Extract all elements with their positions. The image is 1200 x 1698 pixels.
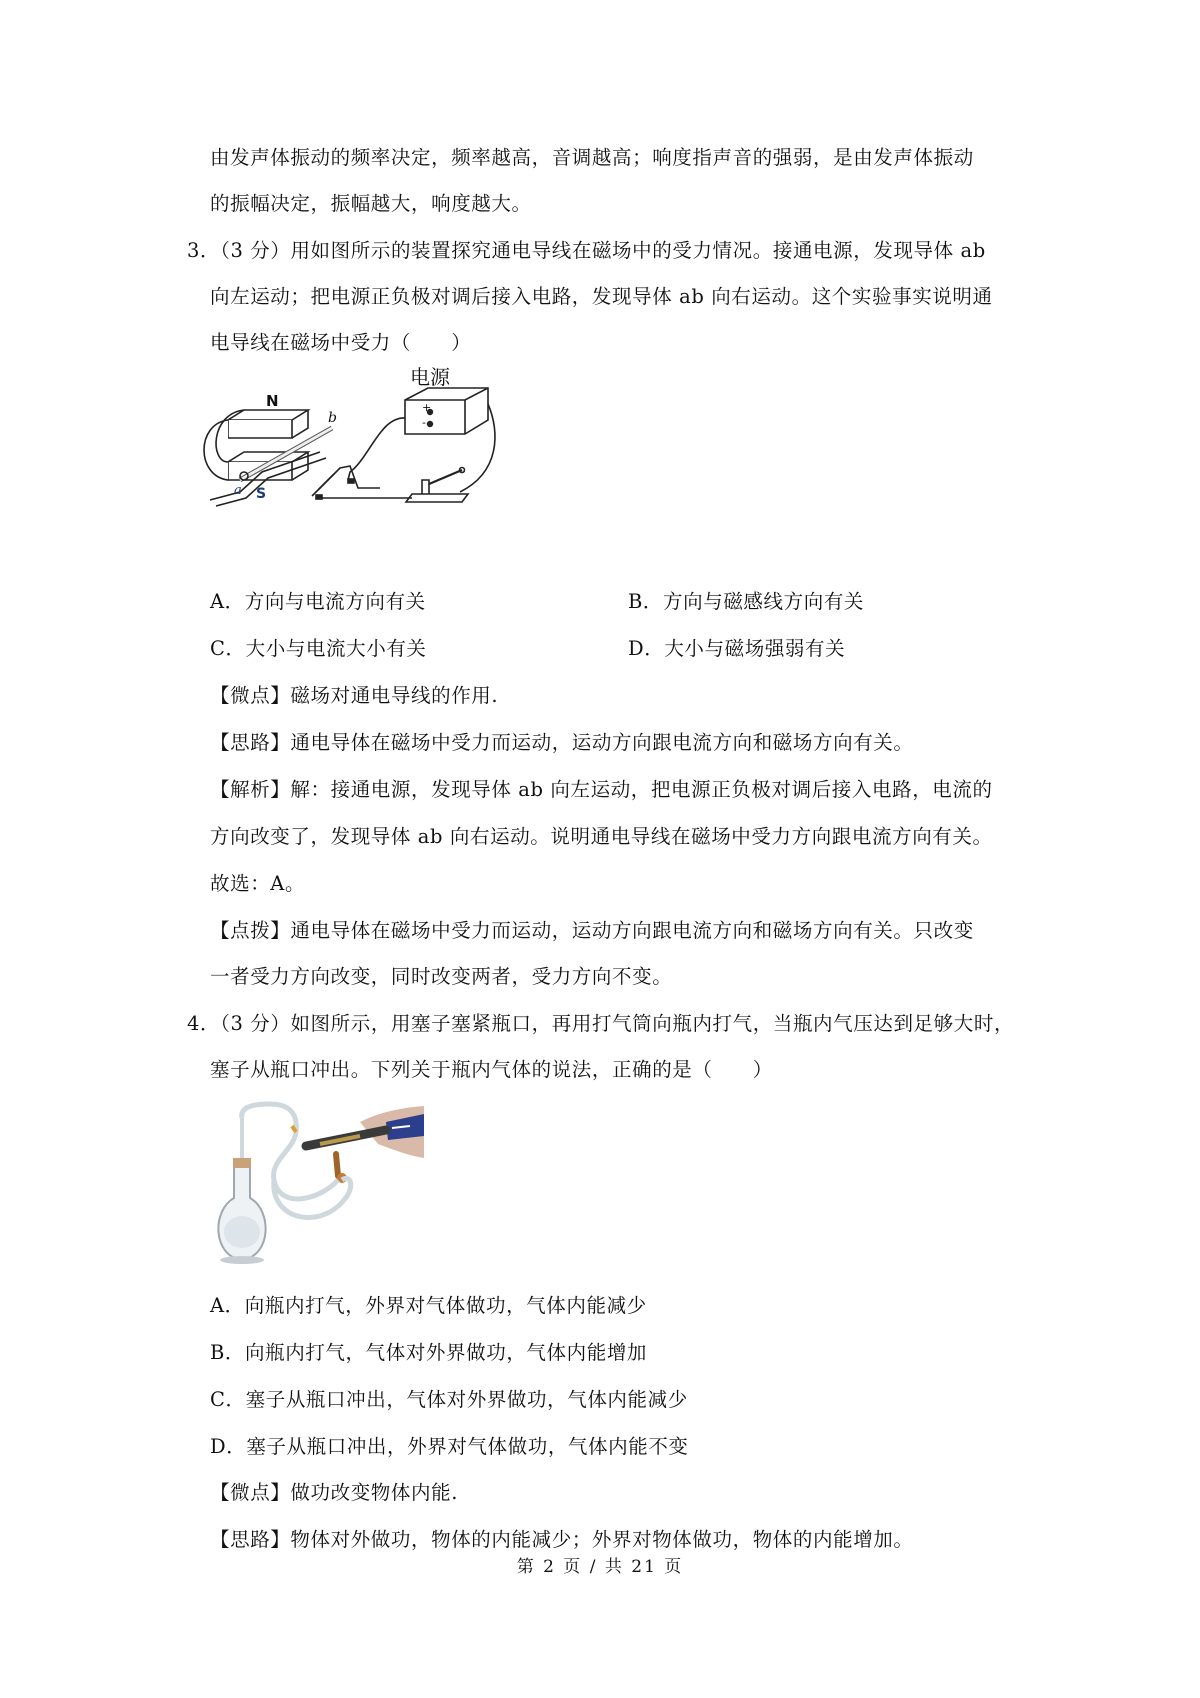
- q3-stem-line: 3．（3 分）用如图所示的装置探究通电导线在磁场中的受力情况。接通电源，发现导体 ab: [187, 239, 986, 262]
- q4-stem-line: 4．（3 分）如图所示，用塞子塞紧瓶口，再用打气筒向瓶内打气，当瓶内气压达到足够大时，: [187, 1012, 1015, 1035]
- q4-stem-line: 塞子从瓶口冲出。下列关于瓶内气体的说法，正确的是（ ）: [210, 1058, 773, 1081]
- text-line: 由发声体振动的频率决定，频率越高，音调越高；响度指声音的强弱，是由发声体振动: [210, 146, 974, 169]
- q3-analysis-line: 方向改变了，发现导体 ab 向右运动。说明通电导线在磁场中受力方向跟电流方向有关。: [210, 825, 993, 848]
- power-supply-label: 电源: [410, 365, 450, 389]
- q3-analysis-line: 故选：A。: [210, 872, 306, 895]
- q3-stem-line: 电导线在磁场中受力（ ）: [210, 331, 472, 354]
- q4-analysis-line: 【思路】物体对外做功，物体的内能减少；外界对物体做功，物体的内能增加。: [210, 1528, 914, 1551]
- q4-option: C．塞子从瓶口冲出，气体对外界做功，气体内能减少: [210, 1388, 688, 1411]
- q3-analysis-line: 【微点】磁场对通电导线的作用.: [210, 684, 499, 707]
- q3-analysis-line: 一者受力方向改变，同时改变两者，受力方向不变。: [210, 965, 673, 988]
- q3-analysis-line: 【点拨】通电导体在磁场中受力而运动，运动方向跟电流方向和磁场方向有关。只改变: [210, 919, 974, 942]
- q3-option-d: D．大小与磁场强弱有关: [628, 637, 846, 660]
- south-pole-label: S: [256, 486, 267, 502]
- q3-circuit-figure: [200, 362, 500, 522]
- point-b-label: b: [328, 410, 337, 426]
- north-pole-label: N: [266, 392, 279, 410]
- minus-label: -: [422, 416, 426, 429]
- text-line: 的振幅决定，振幅越大，响度越大。: [210, 192, 532, 215]
- q3-analysis-line: 【解析】解：接通电源，发现导体 ab 向左运动，把电源正负极对调后接入电路，电流的: [210, 778, 993, 801]
- q4-analysis-line: 【微点】做功改变物体内能.: [210, 1481, 458, 1504]
- q3-analysis-line: 【思路】通电导体在磁场中受力而运动，运动方向跟电流方向和磁场方向有关。: [210, 731, 914, 754]
- q4-option: A．向瓶内打气，外界对气体做功，气体内能减少: [210, 1294, 647, 1317]
- q3-option-b: B．方向与磁感线方向有关: [628, 590, 865, 613]
- q4-option: D．塞子从瓶口冲出，外界对气体做功，气体内能不变: [210, 1435, 689, 1458]
- q4-option: B．向瓶内打气，气体对外界做功，气体内能增加: [210, 1341, 648, 1364]
- q4-flask-pump-photo: [210, 1100, 425, 1275]
- q3-option-a: A．方向与电流方向有关: [210, 590, 426, 613]
- point-a-label: a: [234, 483, 242, 498]
- q3-stem-line: 向左运动；把电源正负极对调后接入电路，发现导体 ab 向右运动。这个实验事实说明通: [210, 285, 993, 308]
- page-footer: 第 2 页 / 共 21 页: [516, 1557, 684, 1577]
- q3-option-c: C．大小与电流大小有关: [210, 637, 427, 660]
- plus-label: +: [422, 401, 432, 414]
